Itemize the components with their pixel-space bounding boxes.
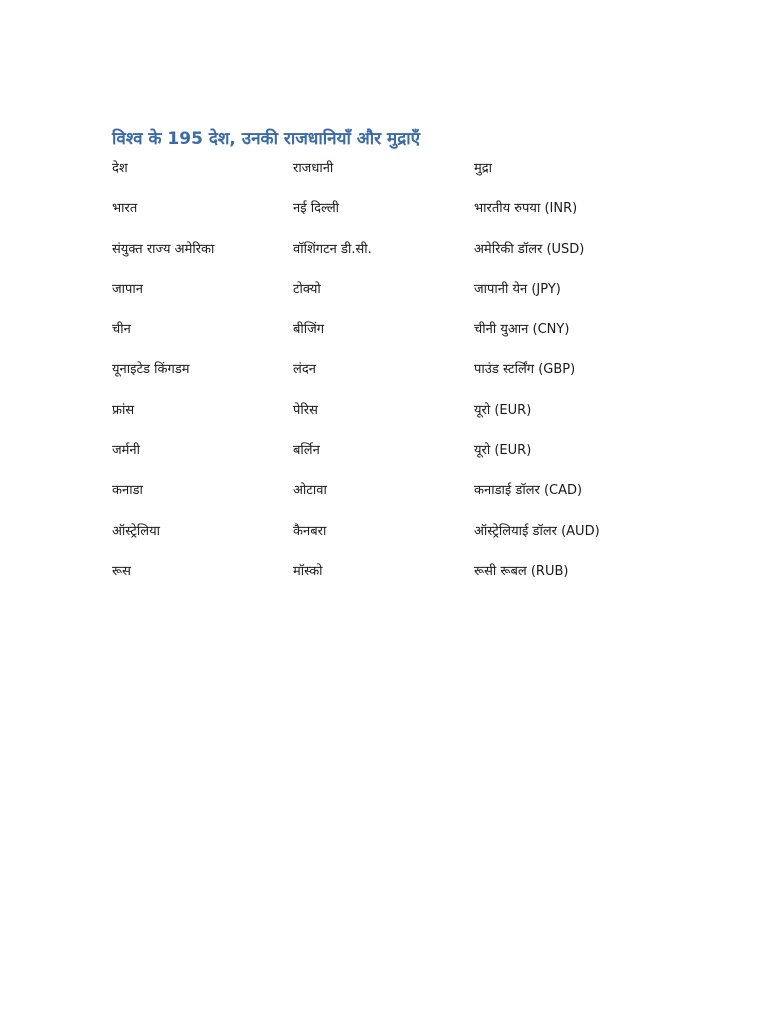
document-title: विश्व के 195 देश, उनकी राजधानियाँ और मुद्राएँ: [112, 129, 421, 149]
currency-cell: रूसी रूबल (RUB): [474, 563, 569, 579]
country-cell: संयुक्त राज्य अमेरिका: [112, 241, 215, 257]
capital-cell: कैनबरा: [293, 523, 327, 539]
table-header-row: [112, 158, 654, 198]
capital-cell: बर्लिन: [293, 443, 320, 459]
currency-cell: यूरो (EUR): [474, 443, 532, 459]
table-row: [112, 400, 654, 440]
currency-cell: कनाडाई डॉलर (CAD): [474, 483, 583, 499]
currency-cell: अमेरिकी डॉलर (USD): [474, 241, 585, 257]
table-row: [112, 319, 654, 359]
country-cell: फ्रांस: [112, 402, 135, 418]
capital-cell: वॉशिंगटन डी.सी.: [293, 241, 372, 257]
currency-cell: पाउंड स्टर्लिंग (GBP): [474, 362, 576, 378]
countries-table: [112, 158, 654, 601]
country-cell: जर्मनी: [112, 443, 141, 459]
capital-cell: टोक्यो: [293, 281, 321, 297]
country-cell: कनाडा: [112, 483, 143, 499]
country-cell: यूनाइटेड किंगडम: [112, 362, 190, 378]
capital-cell: पेरिस: [293, 402, 318, 418]
country-cell: ऑस्ट्रेलिया: [112, 523, 160, 539]
country-cell: चीन: [112, 322, 131, 338]
country-cell: भारत: [112, 201, 138, 217]
currency-cell: जापानी येन (JPY): [474, 281, 561, 297]
capital-cell: नई दिल्ली: [293, 201, 340, 217]
currency-cell: भारतीय रुपया (INR): [474, 201, 578, 217]
table-row: [112, 279, 654, 319]
table-row: [112, 561, 654, 601]
capital-cell: बीजिंग: [293, 322, 325, 338]
capital-cell: मॉस्को: [293, 563, 323, 579]
capital-cell: लंदन: [293, 362, 316, 378]
currency-cell: यूरो (EUR): [474, 402, 532, 418]
table-row: [112, 480, 654, 520]
table-row: [112, 239, 654, 279]
table-row: [112, 359, 654, 399]
header-currency: मुद्रा: [474, 161, 493, 176]
header-country: देश: [112, 161, 128, 176]
table-row: [112, 440, 654, 480]
table-row: [112, 198, 654, 238]
currency-cell: चीनी युआन (CNY): [474, 322, 570, 338]
header-capital: राजधानी: [293, 161, 334, 176]
capital-cell: ओटावा: [293, 483, 327, 499]
table-row: [112, 521, 654, 561]
country-cell: रूस: [112, 563, 131, 579]
currency-cell: ऑस्ट्रेलियाई डॉलर (AUD): [474, 523, 600, 539]
country-cell: जापान: [112, 281, 143, 297]
